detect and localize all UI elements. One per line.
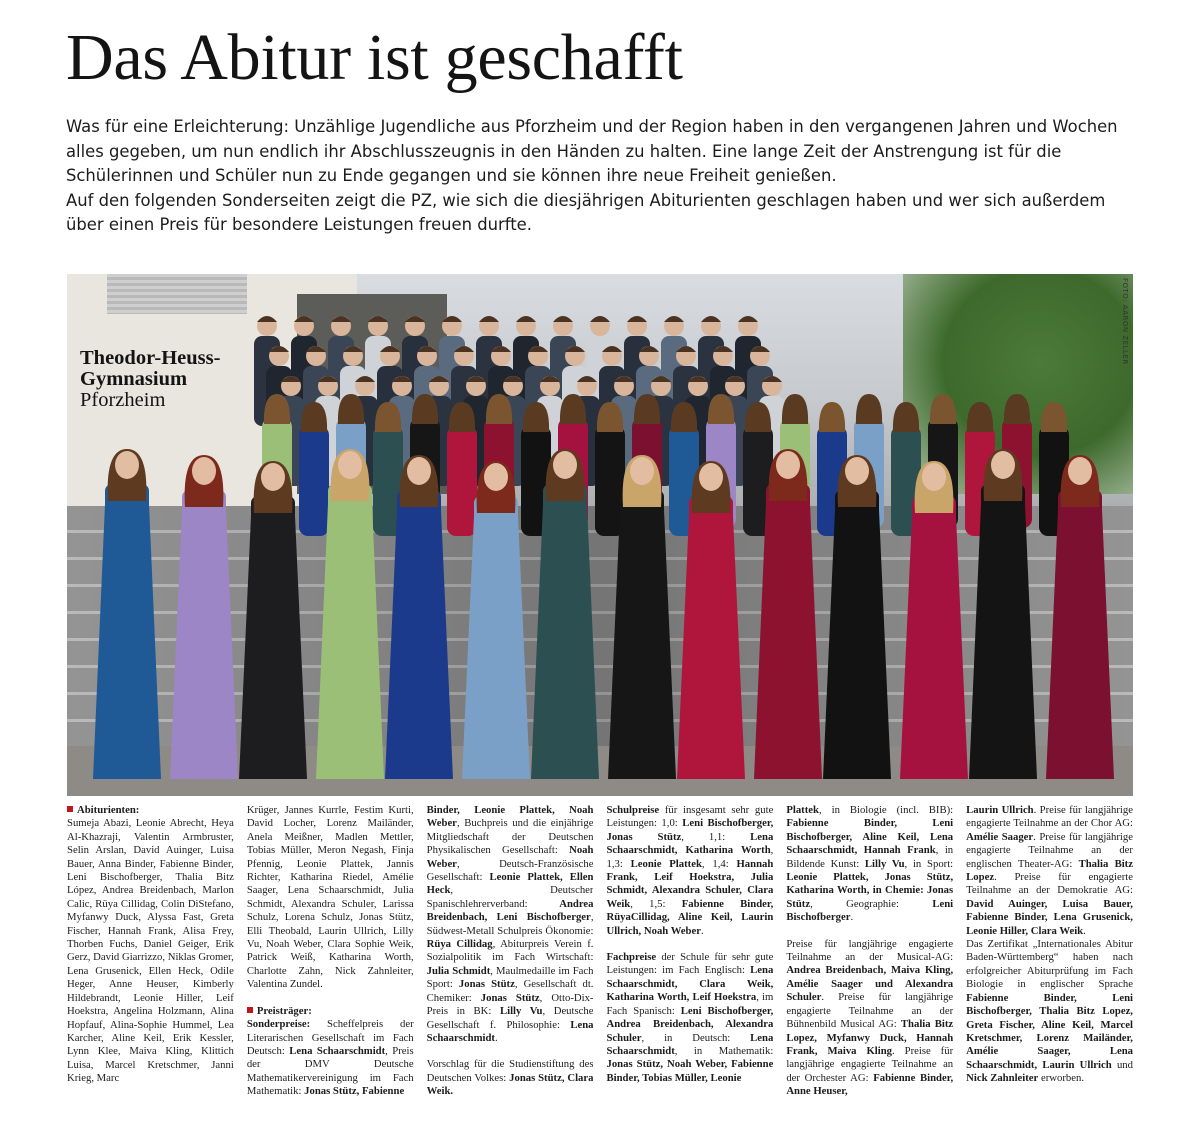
winner-name: Leonie Plattek, Ellen Heck [426,871,594,897]
middle-row-hair [856,394,882,424]
text: , Gesellschaft dt. Chemiker: [426,978,594,1004]
text: , Abiturpreis Verein f. Sozialpolitik im Fach Wirtschaft: [426,938,594,964]
front-row-face [922,463,946,491]
middle-row-hair [893,402,919,432]
text: . [1083,924,1086,937]
text: , Otto-Dix-Preis in BK: [426,991,594,1018]
text: der Schule für sehr gute Leistungen: im Fach Englisch: [606,951,774,977]
abiturienten-list-part-1: Sumeja Abazi, Leonie Abrecht, Heya Al-Khazraji, Valentin Armbruster, Selin Arslan, David Auinger, Luisa Bauer, Anna Binder, Fabienne Binder, Leni Bischofberger, Thalia Bitz López, Andrea Breidenbach, Marlon Calic, Rüya Cillidag, Colin DiStefano, Myfanwy Duck, Alyssa Fast, Greta Fischer, Hannah Frank, Alisa Frey, Thorben Fuchs, Daniel Geiger, Erik Gerz, David Giarrizzo, Niklas Gromer, Lena Grusenick, Ellen Heck, Odile Heger, Anne Heuser, Kimberly Hildebrandt, Leonie Hiller, Leif Hoekstra, Angelina Holzmann, Alina Hopfauf, Alina-Sophie Hummel, Lea Karcher, Aline Keil, Erik Kessler, Lynn Klee, Maiva Kling, Klittich Luisa, Marcel Kretschmer, Janni Krieg, Marc [67,817,234,1085]
back-row-hair [442,316,462,322]
front-row-face [845,457,869,485]
text: , 1,1: [681,830,726,843]
fachpreise-label: Fachpreise [606,951,657,964]
winner-name: Rüya Cillidag [426,938,493,951]
column-6 [966,804,1133,1104]
front-row-dress [608,510,676,779]
photo-credit: FOTO: AARON ZELLER [1121,278,1129,365]
front-row-face [192,457,216,485]
back-row-hair [368,316,388,322]
abiturienten-list-part-2: Krüger, Jannes Kurrle, Festim Kurti, David Locher, Lorenz Mailänder, Anela Meißner, Madlen Mettler, Tobias Müller, Meron Negash, Finja Pfennig, Leonie Plattek, Jannis Richter, Katharina Riedel, Amélie Saager, Lena Schaarschmidt, Julia Schmidt, Alexandra Schuler, Larissa Schulz, Lorena Schulz, Jonas Stütz, Elli Theobald, Laurin Ullrich, Lilly Vu, Noah Weber, Clara Sophie Weik, Patrick Weiß, Katharina Worth, Charlotte Zahn, Nick Zahnleiter, Valentina Zundel. [246,804,414,991]
text: Das Zertifikat „Internationales Abitur Baden-Württemberg“ haben nach erfolgreicher Abiturprüfung im Fach Biologie in englischer Sprache [966,938,1133,991]
winner-name: Laurin Ullrich [966,804,1034,816]
front-row-face [699,463,723,491]
winner-name: Andrea Breidenbach, Leni Bischofberger [426,897,594,924]
text: , 1,4: [701,857,729,870]
lead-paragraph-1: Was für eine Erleichterung: Unzählige Jugendliche aus Pforzheim und der Region haben in den vergangenen Jahren und Wochen alles gegeben, um nun endlich ihr Abschlusszeugnis in den Händen zu halten. Eine lange Zeit der Anstrengung ist für die Schülerinnen und Schüler nun zu Ende gegangen und sie können ihre neue Freiheit genießen. [66,117,1118,185]
winner-name: David Auinger, Luisa Bauer, Fabienne Binder, Lena Grusenick, Leonie Hiller, Clara Weik [966,897,1133,937]
text: . Preise für langjährige engagierte Teilnahme an der Chor AG: [966,804,1133,830]
section-marker [247,1007,253,1013]
column-1 [67,804,234,1104]
text: , 1,3: [606,844,774,870]
front-row-dress [531,504,599,779]
sonderpreise-label: Sonderpreise: [246,1018,311,1031]
back-row-hair [627,316,647,322]
text: . [494,1031,498,1044]
winner-name: Fabienne Binder, RüyaCillidag, Aline Keil, Laurin Ullrich, Noah Weber [606,897,774,937]
back-row-hair [738,316,758,322]
back-row-hair [701,316,721,322]
section-marker [67,806,73,812]
front-row-dress [239,516,307,779]
middle-row-hair [1004,394,1030,424]
front-row-face [1068,457,1092,485]
winner-name: Leonie Plattek [630,857,702,870]
back-row-hair [664,316,684,322]
front-row-face [407,457,431,485]
winner-name: Lena Schaarschmidt [289,1044,386,1057]
column-5 [786,804,953,1104]
text: , Buchpreis und die einjährige Mitgliedschaft der Deutschen Physikalischen Gesellschaft: [426,817,594,857]
back-row-hair [516,316,536,322]
text: , Deutscher Spanischlehrerverband: [426,884,594,910]
text: . [850,911,854,924]
winner-name: Fabienne Binder, Anne Heuser, [786,1071,954,1098]
photo-caption-line-2: Gymnasium [80,368,188,390]
winner-name: Lena Schaarschmidt, Katharina Worth [606,830,774,857]
column-3 [427,804,594,1104]
group-photo [67,274,1133,796]
text: , Südwest-Metall Schulpreis Ökonomie: [426,911,594,937]
winner-name: Julia Schmidt [426,964,491,977]
winner-name: Leni Bischofberger [786,897,954,924]
winner-name: Fabienne Binder, Leni Bischofberger, Thalia Bitz Lopez, Greta Fischer, Aline Keil, Marcel Kretschmer, Lorenz Mailänder, Amélie Saager, Lena Schaarschmidt, Laurin Ullrich [966,991,1133,1071]
text: , in Mathematik: [674,1044,774,1057]
text: , in Sport: [904,857,954,870]
front-row-dress [1046,510,1114,779]
winner-name: Jonas Stütz, Noah Weber, Fabienne Binder, Tobias Müller, Leonie [606,1058,774,1084]
text: , Deutsche Gesellschaft f. Philosophie: [426,1005,594,1031]
preistraeger-heading: Preisträger: [256,1004,312,1017]
winner-name: Nick Zahnleiter [966,1072,1039,1085]
text: , Preis der DMV Deutsche Mathematikervereinigung im Fach Mathematik: [246,1044,414,1098]
winner-name: Leni Bischofberger, Andrea Breidenbach, Alexandra Schuler [606,1004,774,1044]
back-row-hair [553,316,573,322]
article-columns [67,804,1133,1104]
middle-row-hair [782,394,808,424]
front-row-face [776,451,800,479]
front-row-face [484,463,508,491]
text: , in Bildende Kunst: [786,844,954,870]
front-row-dress [754,504,822,779]
text: , in Deutsch: [641,1031,731,1044]
photo-crowd [67,274,1133,796]
photo-caption [80,348,220,411]
text: , Maulmedaille im Fach Sport: [426,964,594,991]
photo-caption-line-3: Pforzheim [80,389,166,411]
winner-name: Leni Bischofberger, Jonas Stütz [606,817,774,843]
winner-name: Noah Weber [426,844,594,870]
front-row-face [115,451,139,479]
text: , im Fach Spanisch: [606,991,774,1017]
front-row-face [261,463,285,491]
text: . Preise für langjährige engagierte Teilnahme an der Orchester AG: [786,1044,954,1084]
winner-name: Amélie Saager [966,830,1034,843]
winner-name: Jonas Stütz [480,991,540,1004]
front-row-face [630,457,654,485]
text: Preise für langjährige engagierte Teilnahme an der Musical-AG: [786,937,954,964]
middle-row-hair [967,402,993,432]
text: . Preise für langjährige engagierte Teilnahme an der englischen Theater-AG: [966,830,1133,870]
abiturienten-heading: Abiturienten: [77,804,140,816]
front-row-dress [170,510,238,779]
headline: Das Abitur ist geschafft [66,21,683,94]
text: . Preise für langjährige engagierte Teilnahme an der Bühnenbild Musical AG: [786,991,954,1031]
winner-name: Plattek [786,804,819,816]
back-row-hair [479,316,499,322]
column-4 [606,804,773,1104]
middle-row-hair [819,402,845,432]
front-row-dress [900,516,968,779]
winner-name: Lena Schaarschmidt [426,1018,594,1044]
lead-text [66,115,1146,238]
schulpreise-label: Schulpreise [606,804,660,816]
winner-name: Jonas Stütz [458,978,515,991]
lead-paragraph-2: Auf den folgenden Sonderseiten zeigt die PZ, wie sich die diesjährigen Abiturienten geschlagen haben und wer sich außerdem über einen Preis für besondere Leistungen freuen durfte. [66,190,1106,234]
text: , Deutsch-Französische Gesellschaft: [426,857,594,884]
front-row-dress [462,516,530,779]
text: , 1,5: [630,897,666,910]
back-row-hair [331,316,351,322]
middle-row-dress [299,426,329,536]
winner-name: Fabienne Binder, Leni Bischofberger, Aline Keil, Lena Schaarschmidt, Hannah Frank [786,817,954,857]
front-row-dress [93,504,161,779]
winner-name: Andrea Breidenbach, Maiva Kling, Amélie Saager und Alexandra Schuler [786,964,954,1004]
front-row-face [991,451,1015,479]
winner-name: Jonas Stütz, Clara Weik. [426,1071,594,1098]
winner-name: Lena Schaarschmidt [606,1031,774,1057]
text: für insgesamt sehr gute Leistungen: 1,0: [606,804,774,830]
front-row-dress [316,504,384,779]
back-row-hair [590,316,610,322]
front-row-dress [969,504,1037,779]
text: erworben. [1040,1072,1084,1085]
text: . [701,924,704,937]
winner-name: Lilly Vu [864,857,905,870]
winner-name: Lilly Vu [499,1005,543,1018]
front-row-face [338,451,362,479]
text: , Geographie: [810,897,899,910]
text: . Preise für engagierte Teilnahme an der Demokratie AG: [966,871,1133,897]
column-2 [247,804,414,1104]
winner-name: Binder, Leonie Plattek, Noah Weber [426,804,594,830]
front-row-dress [677,516,745,779]
back-row-hair [257,316,277,322]
winner-name: Jonas Stütz [786,884,954,910]
back-row-hair [405,316,425,322]
front-row-dress [385,510,453,779]
winner-name: Leonie Plattek, Jonas Stütz, Katharina Worth, in Chemie: [786,871,954,897]
winner-name: Hannah Frank, Leif Hoekstra, Julia Schmidt, Alexandra Schuler, Clara Weik [606,857,774,910]
text: Scheffelpreis der Literarischen Gesellschaft im Fach Deutsch: [246,1018,414,1057]
winner-name: Jonas Stütz, Fabienne [304,1085,405,1098]
front-row-face [553,451,577,479]
text: Vorschlag für die Studienstiftung des Deutschen Volkes: [426,1058,594,1084]
text: und [1116,1058,1133,1071]
winner-name: Thalia Bitz Lopez [966,857,1133,884]
back-row-hair [294,316,314,322]
photo-caption-line-1: Theodor-Heuss- [80,347,221,369]
middle-row-hair [930,394,956,424]
middle-row-dress [447,426,477,536]
winner-name: Thalia Bitz Lopez, Myfanwy Duck, Hannah Frank, Maiva Kling [786,1018,954,1057]
middle-row-hair [1041,402,1067,432]
front-row-dress [823,510,891,779]
winner-name: Lena Schaarschmidt, Clara Weik, Katharina Worth, Leif Hoekstra [606,964,774,1004]
text: , in Biologie (incl. BIB): [818,804,954,816]
